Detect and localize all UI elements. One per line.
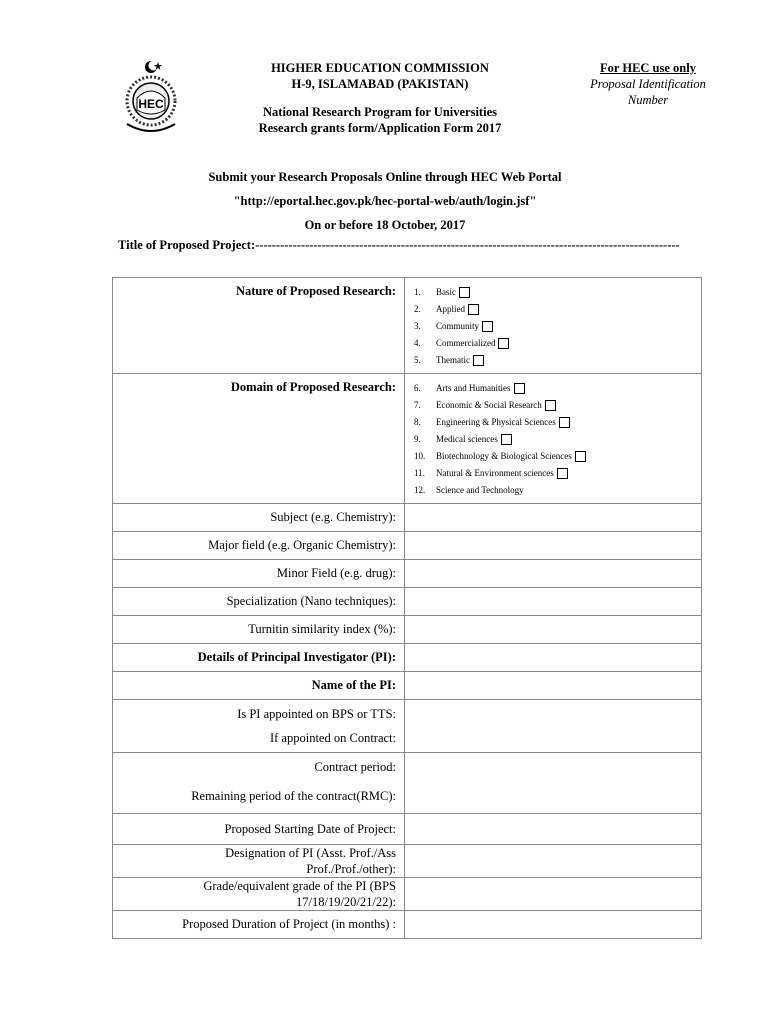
designation-label <box>113 845 405 878</box>
option-item[interactable] <box>409 352 697 369</box>
designation-label-line2: Prof./Prof./other): <box>306 862 396 876</box>
checkbox[interactable] <box>468 304 479 315</box>
appointment-label <box>113 700 405 753</box>
checkbox[interactable] <box>545 400 556 411</box>
option-label: Biotechnology & Biological Sciences <box>436 451 572 461</box>
hec-use-title: For HEC use only <box>600 61 696 75</box>
designation-input[interactable] <box>405 845 702 878</box>
start-date-label: Proposed Starting Date of Project: <box>113 814 405 845</box>
option-number: 10. <box>414 451 426 461</box>
option-item[interactable] <box>409 431 697 448</box>
grade-label <box>113 878 405 911</box>
project-title-field[interactable]: Title of Proposed Project:------------------------------------------------------------------------------------------------------ <box>118 238 680 252</box>
subject-input[interactable] <box>405 504 702 532</box>
option-label: Community <box>436 321 480 331</box>
header-line3: National Research Program for Universities <box>263 105 497 119</box>
designation-label-line1: Designation of PI (Asst. Prof./Ass <box>225 846 396 860</box>
option-number: 9. <box>414 434 421 444</box>
option-number: 5. <box>414 355 421 365</box>
option-item[interactable] <box>409 301 697 318</box>
hec-logo <box>117 58 185 138</box>
submit-line1: Submit your Research Proposals Online through HEC Web Portal <box>208 170 562 184</box>
option-label: Medical sciences <box>436 434 498 444</box>
nature-options <box>409 278 697 369</box>
option-number: 1. <box>414 287 421 297</box>
contract-label: If appointed on Contract: <box>269 731 396 745</box>
specialization-label: Specialization (Nano techniques): <box>113 588 405 616</box>
option-number: 11. <box>414 468 425 478</box>
option-label: Applied <box>436 304 465 314</box>
deadline: On or before 18 October, 2017 <box>304 218 466 232</box>
subject-label: Subject (e.g. Chemistry): <box>113 504 405 532</box>
appointment-input[interactable] <box>405 700 702 753</box>
header-line1: HIGHER EDUCATION COMMISSION <box>271 61 489 75</box>
major-field-input[interactable] <box>405 532 702 560</box>
option-item[interactable] <box>409 335 697 352</box>
checkbox[interactable] <box>482 321 493 332</box>
header <box>200 60 560 136</box>
rmc-label: Remaining period of the contract(RMC): <box>191 789 396 803</box>
checkbox[interactable] <box>473 355 484 366</box>
option-item[interactable] <box>409 318 697 335</box>
checkbox[interactable] <box>459 287 470 298</box>
option-number: 8. <box>414 417 421 427</box>
duration-input[interactable] <box>405 911 702 939</box>
checkbox[interactable] <box>575 451 586 462</box>
header-line2: H-9, ISLAMABAD (PAKISTAN) <box>291 77 469 91</box>
nature-label: Nature of Proposed Research: <box>113 278 405 374</box>
domain-label: Domain of Proposed Research: <box>113 374 405 504</box>
checkbox[interactable] <box>559 417 570 428</box>
option-label: Natural & Environment sciences <box>436 468 554 478</box>
option-label: Commercialized <box>436 338 496 348</box>
grade-label-line2: 17/18/19/20/21/22): <box>296 895 396 909</box>
option-number: 3. <box>414 321 421 331</box>
option-label: Engineering & Physical Sciences <box>436 417 556 427</box>
option-item[interactable] <box>409 414 697 431</box>
logo-text: HEC <box>138 97 164 111</box>
option-number: 2. <box>414 304 421 314</box>
hec-use-line2: Number <box>627 93 669 107</box>
minor-field-label: Minor Field (e.g. drug): <box>113 560 405 588</box>
nature-options-cell <box>405 278 702 374</box>
checkbox[interactable] <box>498 338 509 349</box>
minor-field-input[interactable] <box>405 560 702 588</box>
checkbox[interactable] <box>514 383 525 394</box>
option-item[interactable] <box>409 482 697 499</box>
option-number: 7. <box>414 400 421 410</box>
turnitin-input[interactable] <box>405 616 702 644</box>
header-line4: Research grants form/Application Form 2017 <box>258 121 502 135</box>
contract-period-label: Contract period: <box>314 760 396 774</box>
pi-details-label: Details of Principal Investigator (PI): <box>113 644 405 672</box>
option-label: Arts and Humanities <box>436 383 511 393</box>
nature-row <box>113 278 702 374</box>
contract-details-input[interactable] <box>405 753 702 814</box>
domain-row <box>113 374 702 504</box>
option-item[interactable] <box>409 448 697 465</box>
portal-url[interactable]: "http://eportal.hec.gov.pk/hec-portal-web/auth/login.jsf" <box>233 194 537 208</box>
contract-details-label <box>113 753 405 814</box>
option-item[interactable] <box>409 465 697 482</box>
option-number: 12. <box>414 485 426 495</box>
option-number: 4. <box>414 338 421 348</box>
checkbox[interactable] <box>557 468 568 479</box>
duration-label: Proposed Duration of Project (in months) : <box>113 911 405 939</box>
grade-input[interactable] <box>405 878 702 911</box>
domain-options <box>409 374 697 499</box>
start-date-input[interactable] <box>405 814 702 845</box>
option-label: Science and Technology <box>436 485 524 495</box>
option-item[interactable] <box>409 284 697 301</box>
option-item[interactable] <box>409 397 697 414</box>
major-field-label: Major field (e.g. Organic Chemistry): <box>113 532 405 560</box>
pi-name-label: Name of the PI: <box>113 672 405 700</box>
pi-details-input[interactable] <box>405 644 702 672</box>
option-label: Economic & Social Research <box>436 400 542 410</box>
option-item[interactable] <box>409 380 697 397</box>
submit-block <box>120 165 650 237</box>
grade-label-line1: Grade/equivalent grade of the PI (BPS <box>203 879 396 893</box>
option-label: Basic <box>436 287 456 297</box>
hec-use-line1: Proposal Identification <box>590 77 706 91</box>
pi-name-input[interactable] <box>405 672 702 700</box>
domain-options-cell <box>405 374 702 504</box>
specialization-input[interactable] <box>405 588 702 616</box>
hec-use-block <box>568 60 728 108</box>
bps-tts-label: Is PI appointed on BPS or TTS: <box>237 707 396 721</box>
option-label: Thematic <box>436 355 470 365</box>
turnitin-label: Turnitin similarity index (%): <box>113 616 405 644</box>
option-number: 6. <box>414 383 421 393</box>
checkbox[interactable] <box>501 434 512 445</box>
application-form-table <box>112 277 702 939</box>
